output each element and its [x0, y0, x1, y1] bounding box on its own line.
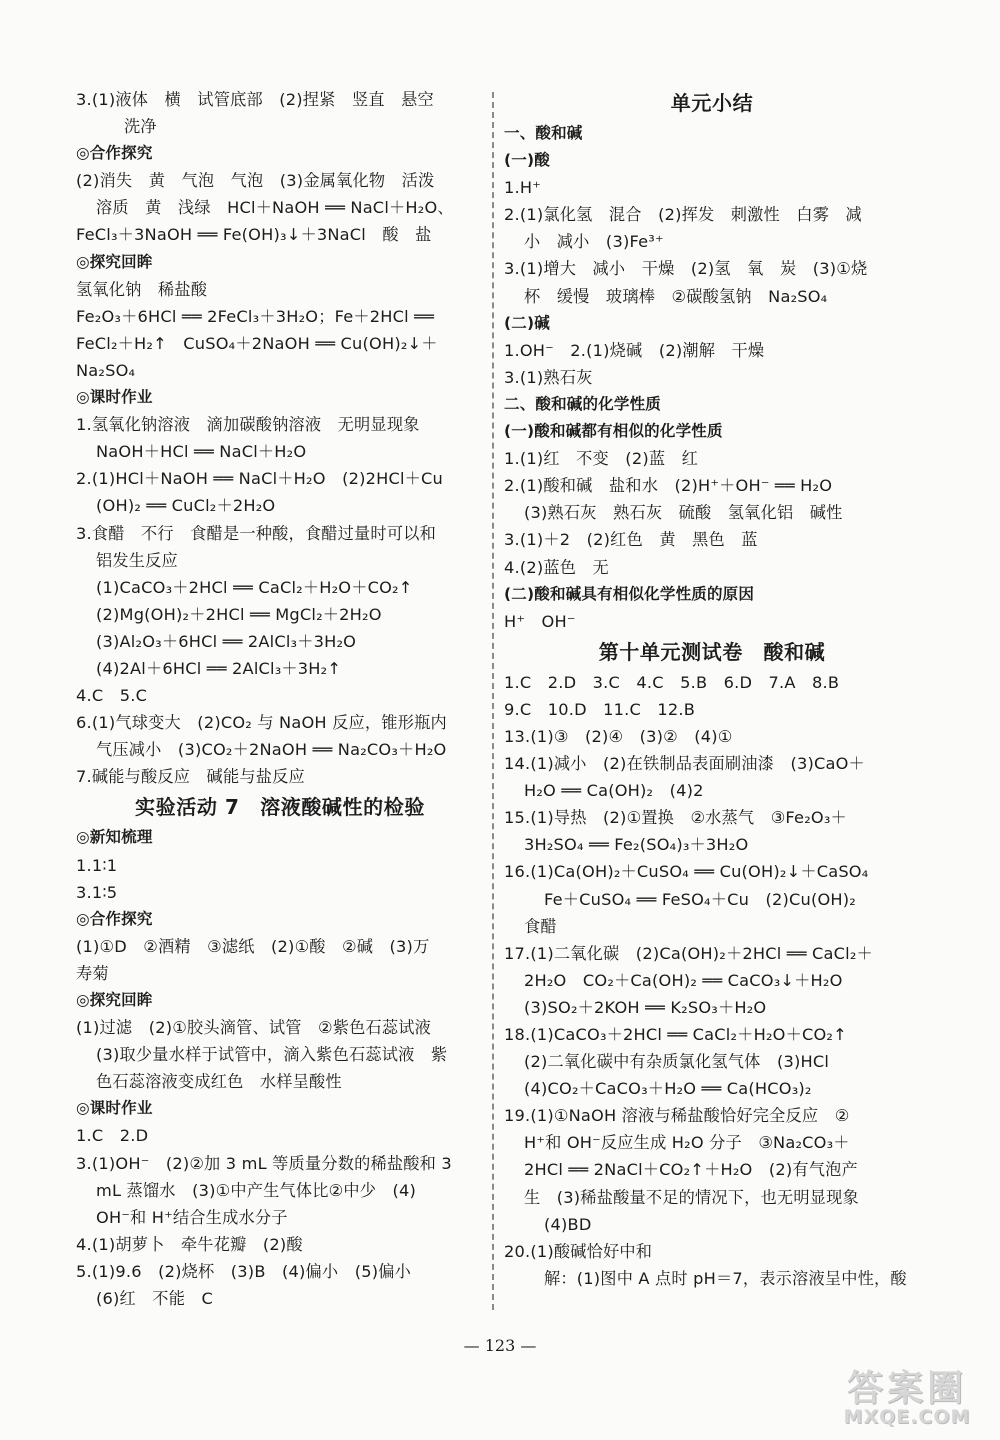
right-line: (2)二氧化碳中有杂质氯化氢气体 (3)HCl — [524, 1052, 830, 1072]
left-line: (4)2Al＋6HCl ══ 2AlCl₃＋3H₂↑ — [96, 658, 342, 678]
right-line: (3)熟石灰 熟石灰 硫酸 氢氧化铝 碱性 — [524, 503, 843, 523]
right-line: H₂O ══ Ca(OH)₂ (4)2 — [524, 781, 704, 801]
left-line: 寿菊 — [76, 963, 109, 983]
right-line: 食醋 — [524, 916, 557, 936]
left-line: 4.(1)胡萝卜 牵牛花瓣 (2)酸 — [76, 1234, 303, 1254]
right-line: 20.(1)酸碱恰好中和 — [504, 1241, 653, 1261]
left-line: (3)取少量水样于试管中，滴入紫色石蕊试液 紫 — [96, 1045, 448, 1065]
right-line: 生 (3)稀盐酸量不足的情况下，也无明显现象 — [524, 1187, 859, 1207]
right-line: (4)BD — [544, 1214, 592, 1234]
left-column — [76, 86, 484, 1312]
left-heading: ◎合作探究 — [76, 909, 153, 928]
right-line: 小 减小 (3)Fe³⁺ — [524, 232, 664, 252]
left-line: NaOH＋HCl ══ NaCl＋H₂O — [96, 442, 307, 462]
right-line: 3H₂SO₄ ══ Fe₂(SO₄)₃＋3H₂O — [524, 835, 749, 855]
right-line: 3.(1)熟石灰 — [504, 367, 593, 387]
right-heading: (一)酸和碱都有相似的化学性质 — [504, 422, 723, 441]
left-line: 3.食醋 不行 食醋是一种酸，食醋过量时可以和 — [76, 523, 436, 543]
left-heading: ◎探究回眸 — [76, 252, 153, 271]
left-line: Na₂SO₄ — [76, 360, 136, 380]
left-line: 溶质 黄 浅绿 HCl＋NaOH ══ NaCl＋H₂O、 — [96, 198, 454, 218]
right-line: 1.(1)红 不变 (2)蓝 红 — [504, 449, 699, 469]
right-line: 16.(1)Ca(OH)₂＋CuSO₄ ══ Cu(OH)₂↓＋CaSO₄ — [504, 862, 869, 882]
left-line: 3.(1)OH⁻ (2)②加 3 mL 等质量分数的稀盐酸和 3 — [76, 1153, 452, 1173]
right-line: 3.(1)增大 减小 干燥 (2)氢 氧 炭 (3)①烧 — [504, 259, 868, 279]
left-line: mL 蒸馏水 (3)①中产生气体比②中少 (4) — [96, 1180, 417, 1200]
right-line: 2HCl ══ 2NaCl＋CO₂↑＋H₂O (2)有气泡产 — [524, 1160, 858, 1180]
left-line: 7.碱能与酸反应 碱能与盐反应 — [76, 767, 305, 787]
left-heading: ◎新知梳理 — [76, 828, 153, 847]
left-line: (2)Mg(OH)₂＋2HCl ══ MgCl₂＋2H₂O — [96, 604, 382, 624]
right-heading: (二)碱 — [504, 313, 550, 332]
left-heading: ◎合作探究 — [76, 144, 153, 163]
left-line: (1)①D ②酒精 ③滤纸 (2)①酸 ②碱 (3)万 — [76, 936, 430, 956]
right-line: 14.(1)减小 (2)在铁制品表面刷油漆 (3)CaO＋ — [504, 754, 865, 774]
right-line: 2.(1)氯化氢 混合 (2)挥发 刺激性 白雾 减 — [504, 205, 862, 225]
left-line: (2)消失 黄 气泡 气泡 (3)金属氧化物 活泼 — [76, 171, 435, 191]
right-line: H⁺ OH⁻ — [504, 611, 576, 631]
right-line: Fe＋CuSO₄ ══ FeSO₄＋Cu (2)Cu(OH)₂ — [544, 889, 856, 909]
right-heading: 一、酸和碱 — [504, 124, 583, 142]
right-line: 杯 缓慢 玻璃棒 ②碳酸氢钠 Na₂SO₄ — [524, 286, 828, 306]
left-line: 气压减小 (3)CO₂＋2NaOH ══ Na₂CO₃＋H₂O — [96, 740, 447, 760]
right-column — [504, 86, 920, 1292]
watermark-url: MXQE.COM — [843, 1406, 971, 1428]
right-line: 1.H⁺ — [504, 178, 541, 198]
right-line: 13.(1)③ (2)④ (3)② (4)① — [504, 726, 733, 746]
left-line: FeCl₃＋3NaOH ══ Fe(OH)₃↓＋3NaCl 酸 盐 — [76, 225, 432, 245]
right-line: 2H₂O CO₂＋Ca(OH)₂ ══ CaCO₃↓＋H₂O — [524, 970, 843, 990]
column-divider — [492, 92, 494, 1310]
left-line: 3.(1)液体 横 试管底部 (2)捏紧 竖直 悬空 — [76, 90, 434, 109]
right-line: H⁺和 OH⁻反应生成 H₂O 分子 ③Na₂CO₃＋ — [524, 1133, 850, 1153]
watermark-logo — [822, 1360, 992, 1432]
right-heading: 二、酸和碱的化学性质 — [504, 394, 662, 413]
left-heading: ◎探究回眸 — [76, 991, 153, 1009]
right-line: 1.OH⁻ 2.(1)烧碱 (2)潮解 干燥 — [504, 340, 765, 360]
left-line: 6.(1)气球变大 (2)CO₂ 与 NaOH 反应，锥形瓶内 — [76, 713, 447, 733]
left-heading: ◎课时作业 — [76, 388, 153, 407]
left-line: (1)CaCO₃＋2HCl ══ CaCl₂＋H₂O＋CO₂↑ — [96, 577, 413, 597]
left-line: (1)过滤 (2)①胶头滴管、试管 ②紫色石蕊试液 — [76, 1018, 432, 1038]
left-line: 1.C 2.D — [76, 1126, 149, 1146]
left-line: 3.1∶5 — [76, 882, 118, 902]
left-line: Fe₂O₃＋6HCl ══ 2FeCl₃＋3H₂O；Fe＋2HCl ══ — [76, 306, 435, 326]
right-line: 17.(1)二氧化碳 (2)Ca(OH)₂＋2HCl ══ CaCl₂＋ — [504, 943, 873, 963]
right-heading: (二)酸和碱具有相似化学性质的原因 — [504, 584, 755, 603]
left-line: 1.氢氧化钠溶液 滴加碳酸钠溶液 无明显现象 — [76, 415, 420, 435]
left-line: 铝发生反应 — [96, 550, 178, 570]
left-line: 5.(1)9.6 (2)烧杯 (3)B (4)偏小 (5)偏小 — [76, 1261, 412, 1281]
right-line: 3.(1)＋2 (2)红色 黄 黑色 蓝 — [504, 530, 758, 550]
right-line: (4)CO₂＋CaCO₃＋H₂O ══ Ca(HCO₃)₂ — [524, 1079, 812, 1099]
right-line: (3)SO₂＋2KOH ══ K₂SO₃＋H₂O — [524, 997, 767, 1017]
left-line: 色石蕊溶液变成红色 水样呈酸性 — [96, 1072, 342, 1092]
right-section-title: 单元小结 — [670, 91, 754, 115]
left-line: (3)Al₂O₃＋6HCl ══ 2AlCl₃＋3H₂O — [96, 631, 357, 651]
right-heading: (一)酸 — [504, 151, 550, 170]
right-line: 1.C 2.D 3.C 4.C 5.B 6.D 7.A 8.B — [504, 672, 840, 692]
right-line: 4.(2)蓝色 无 — [504, 557, 609, 577]
left-line: FeCl₂＋H₂↑ CuSO₄＋2NaOH ══ Cu(OH)₂↓＋ — [76, 333, 438, 353]
right-line: 9.C 10.D 11.C 12.B — [504, 699, 696, 719]
left-line: 洗净 — [124, 117, 157, 137]
left-heading: ◎课时作业 — [76, 1099, 153, 1118]
left-line: 2.(1)HCl＋NaOH ══ NaCl＋H₂O (2)2HCl＋Cu — [76, 469, 444, 489]
left-line: (6)红 不能 C — [96, 1289, 213, 1309]
right-line: 2.(1)酸和碱 盐和水 (2)H⁺＋OH⁻ ══ H₂O — [504, 476, 833, 496]
page-number: — 123 — — [463, 1336, 537, 1355]
left-line: 1.1∶1 — [76, 855, 118, 875]
right-line: 15.(1)导热 (2)①置换 ②水蒸气 ③Fe₂O₃＋ — [504, 808, 847, 828]
right-section-title: 第十单元测试卷 酸和碱 — [598, 639, 826, 664]
right-line: 19.(1)①NaOH 溶液与稀盐酸恰好完全反应 ② — [504, 1106, 850, 1126]
left-line: OH⁻和 H⁺结合生成水分子 — [96, 1207, 288, 1227]
left-section-title: 实验活动 7 溶液酸碱性的检验 — [135, 795, 425, 820]
left-line: (OH)₂ ══ CuCl₂＋2H₂O — [96, 496, 276, 516]
right-line: 18.(1)CaCO₃＋2HCl ══ CaCl₂＋H₂O＋CO₂↑ — [504, 1025, 847, 1044]
left-line: 氢氧化钠 稀盐酸 — [76, 279, 208, 299]
left-line: 4.C 5.C — [76, 686, 148, 706]
right-line: 解：(1)图中 A 点时 pH＝7，表示溶液呈中性，酸 — [544, 1268, 907, 1288]
watermark-text: 答案圈 — [846, 1368, 967, 1409]
